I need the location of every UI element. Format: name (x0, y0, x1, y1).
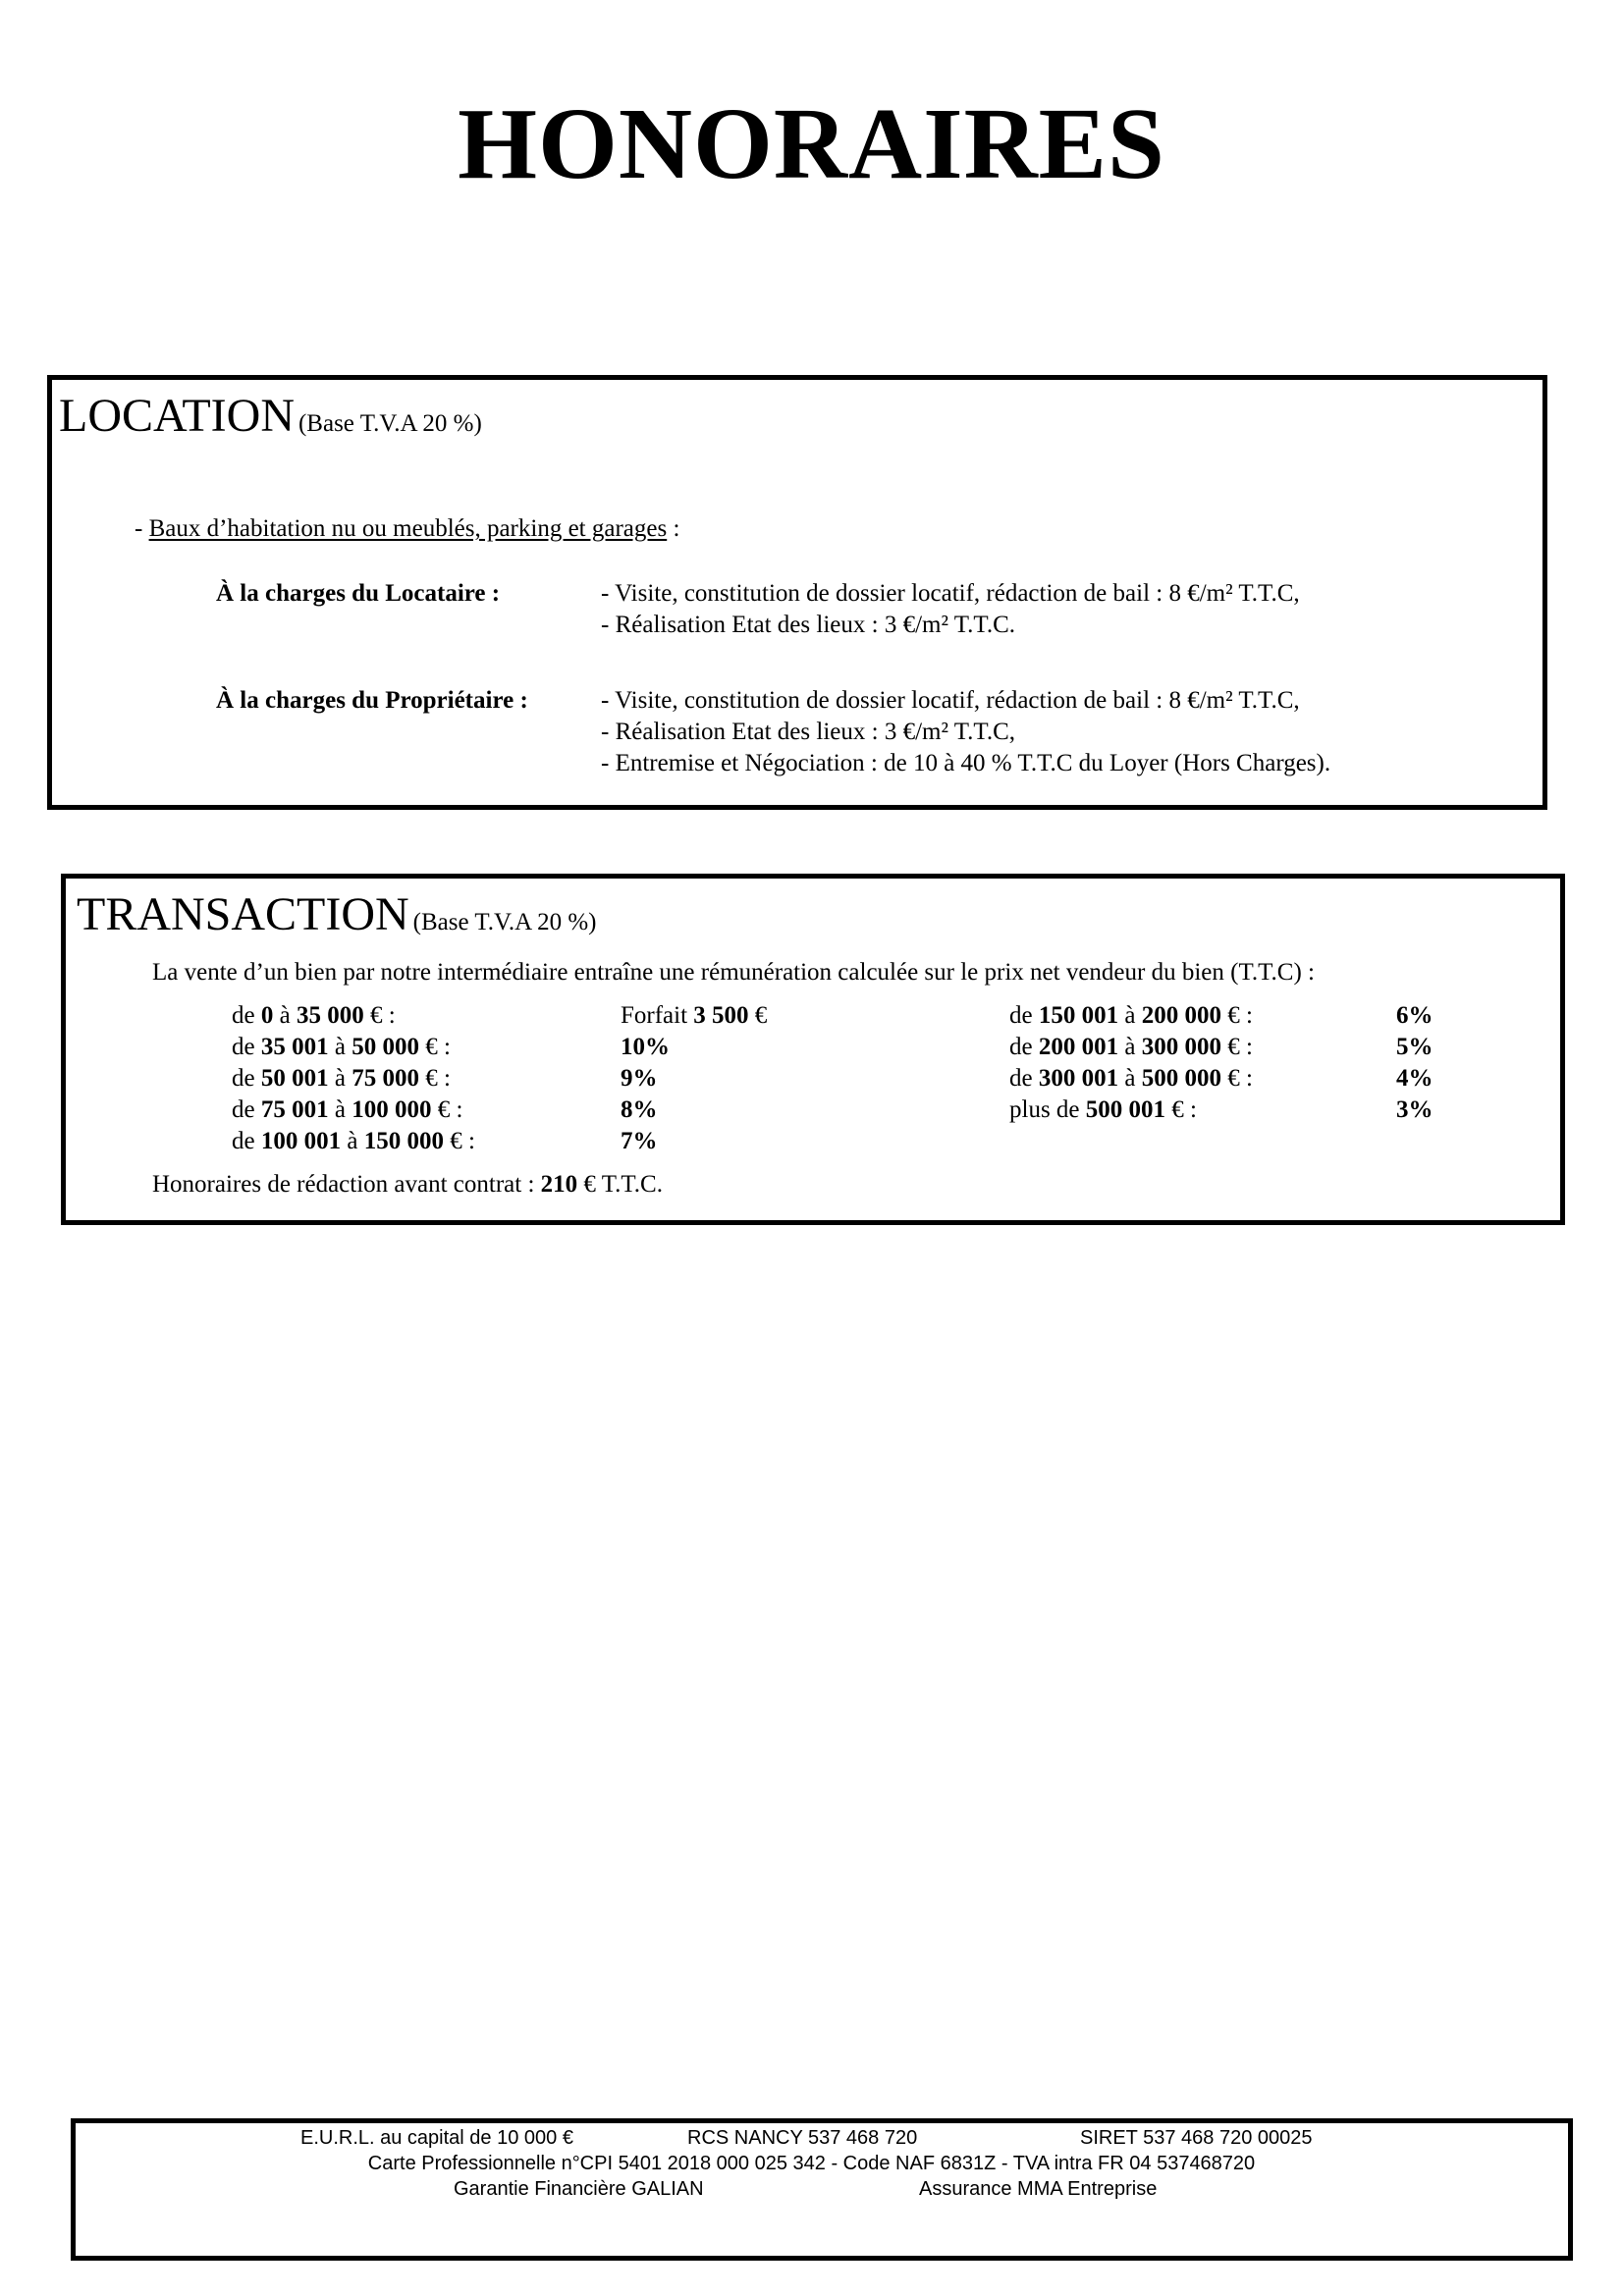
owner-label: À la charges du Propriétaire : (216, 687, 528, 714)
tenant-label: À la charges du Locataire : (216, 580, 501, 607)
footer-assurance: Assurance MMA Entreprise (919, 2178, 1158, 2200)
owner-item: - Réalisation Etat des lieux : 3 €/m² T.T.C, (601, 719, 1016, 745)
intro-colon: : (667, 515, 680, 542)
fee-rate: 5% (1396, 1034, 1434, 1060)
fee-range: de 150 001 à 200 000 € : (1009, 1002, 1253, 1029)
transaction-heading-line (77, 888, 597, 940)
transaction-heading: TRANSACTION (77, 888, 409, 940)
fee-range: de 100 001 à 150 000 € : (232, 1128, 475, 1154)
fee-rate: 10% (621, 1034, 670, 1060)
fee-rate: Forfait 3 500 € (621, 1002, 768, 1029)
owner-item: - Visite, constitution de dossier locatif, rédaction de bail : 8 €/m² T.T.C, (601, 687, 1300, 714)
drafting-fee: Honoraires de rédaction avant contrat : 210 € T.T.C. (152, 1171, 663, 1198)
location-heading-line (59, 390, 482, 442)
intro-dash: - (135, 515, 149, 542)
footer-line2: Carte Professionnelle n°CPI 5401 2018 000 025 342 - Code NAF 6831Z - TVA intra FR 04 537468720 (367, 2153, 1256, 2174)
tenant-item: - Visite, constitution de dossier locatif, rédaction de bail : 8 €/m² T.T.C, (601, 580, 1300, 607)
fee-range: de 75 001 à 100 000 € : (232, 1096, 463, 1123)
fee-range: de 50 001 à 75 000 € : (232, 1065, 451, 1092)
fee-rate: 6% (1396, 1002, 1434, 1029)
fee-range: de 300 001 à 500 000 € : (1009, 1065, 1253, 1092)
fee-rate: 3% (1396, 1096, 1434, 1123)
footer-siret: SIRET 537 468 720 00025 (1080, 2127, 1313, 2149)
fee-rate: 7% (621, 1128, 658, 1154)
location-base: (Base T.V.A 20 %) (298, 410, 482, 437)
tenant-item: - Réalisation Etat des lieux : 3 €/m² T.T.C. (601, 612, 1016, 638)
fee-range: plus de 500 001 € : (1009, 1096, 1197, 1123)
fee-rate: 8% (621, 1096, 658, 1123)
footer-capital: E.U.R.L. au capital de 10 000 € (300, 2127, 573, 2149)
fee-rate: 9% (621, 1065, 658, 1092)
fee-range: de 35 001 à 50 000 € : (232, 1034, 451, 1060)
location-intro (135, 516, 679, 541)
location-intro-text: Baux d’habitation nu ou meublés, parking et garages (148, 515, 668, 542)
fee-range: de 200 001 à 300 000 € : (1009, 1034, 1253, 1060)
owner-item: - Entremise et Négociation : de 10 à 40 % T.T.C du Loyer (Hors Charges). (601, 750, 1331, 776)
footer-garantie: Garantie Financière GALIAN (454, 2178, 704, 2200)
page-title: HONORAIRES (458, 87, 1165, 200)
transaction-base: (Base T.V.A 20 %) (412, 909, 597, 935)
footer-rcs: RCS NANCY 537 468 720 (687, 2127, 918, 2149)
fee-range: de 0 à 35 000 € : (232, 1002, 396, 1029)
transaction-intro: La vente d’un bien par notre intermédiaire entraîne une rémunération calculée sur le prix net vendeur du bien (T.T.C) : (152, 959, 1315, 986)
location-heading: LOCATION (59, 390, 295, 442)
fee-rate: 4% (1396, 1065, 1434, 1092)
